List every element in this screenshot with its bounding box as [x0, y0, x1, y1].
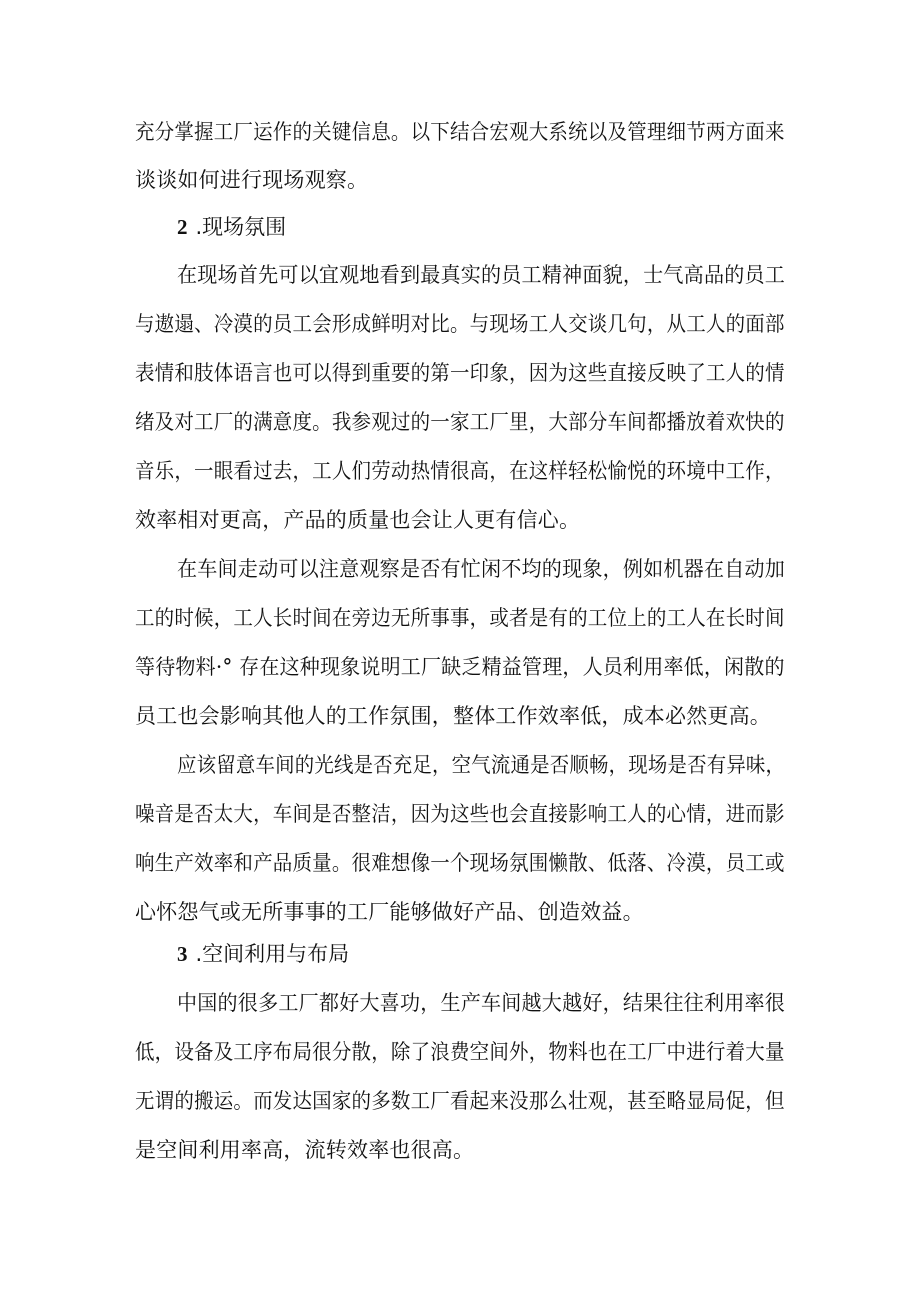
text-line: 在现场首先可以宜观地看到最真实的员工精神面貌，士气高品的员工: [177, 263, 786, 287]
text-line: 充分掌握工厂运作的关键信息。以下结合宏观大系统以及管理细节两方面来: [135, 120, 785, 144]
text-line: 员工也会影响其他人的工作氛围，整体工作效率低，成本必然更高。: [135, 704, 771, 728]
text-line: 应该留意车间的光线是否充足，空气流通是否顺畅，现场是否有异味，: [177, 753, 786, 777]
section-title: .空间利用与布局: [195, 942, 350, 966]
text-line: 绪及对工厂的满意度。我参观过的一家工厂里，大部分车间都播放着欢快的: [135, 410, 785, 434]
text-line: 在车间走动可以注意观察是否有忙闲不均的现象，例如机器在自动加: [177, 557, 786, 581]
text-line: 效率相对更高，产品的质量也会让人更有信心。: [135, 508, 581, 532]
text-line: 与遨遢、冷漠的员工会形成鲜明对比。与现场工人交谈几句，从工人的面部: [135, 312, 785, 336]
text-line: 心怀怨气或无所事事的工厂能够做好产品、创造效益。: [135, 900, 644, 924]
section-heading: [177, 940, 349, 968]
text-line: 噪音是否太大，车间是否整洁，因为这些也会直接影响工人的心情，进而影: [135, 802, 785, 826]
text-line: 响生产效率和产品质量。很难想像一个现场氛围懒散、低落、冷漠，员工或: [135, 851, 785, 875]
text-line: 谈谈如何进行现场观察。: [135, 168, 369, 192]
text-line: 是空间利用率高，流转效率也很高。: [135, 1138, 475, 1162]
text-line: 中国的很多工厂都好大喜功，生产车间越大越好，结果往往利用率很: [177, 991, 786, 1015]
text-line: 低，设备及工序布局很分散，除了浪费空间外，物料也在工厂中进行着大量: [135, 1040, 785, 1064]
section-number: 2: [177, 215, 188, 239]
section-title: .现场氛围: [195, 215, 287, 239]
text-line: 工的时候，工人长时间在旁边无所事事，或者是有的工位上的工人在长时间: [135, 606, 785, 630]
text-line: 音乐，一眼看过去，工人们劳动热情很高，在这样轻松愉悦的环境中工作，: [135, 459, 785, 483]
text-line: 等待物料·° 存在这种现象说明工厂缺乏精益管理，人员利用率低，闲散的: [135, 655, 785, 679]
section-number: 3: [177, 942, 188, 966]
text-line: 表情和肢体语言也可以得到重要的第一印象，因为这些直接反映了工人的情: [135, 361, 785, 385]
text-line: 无谓的搬运。而发达国家的多数工厂看起来没那么壮观，甚至略显局促，但: [135, 1089, 785, 1113]
section-heading: [177, 213, 286, 241]
